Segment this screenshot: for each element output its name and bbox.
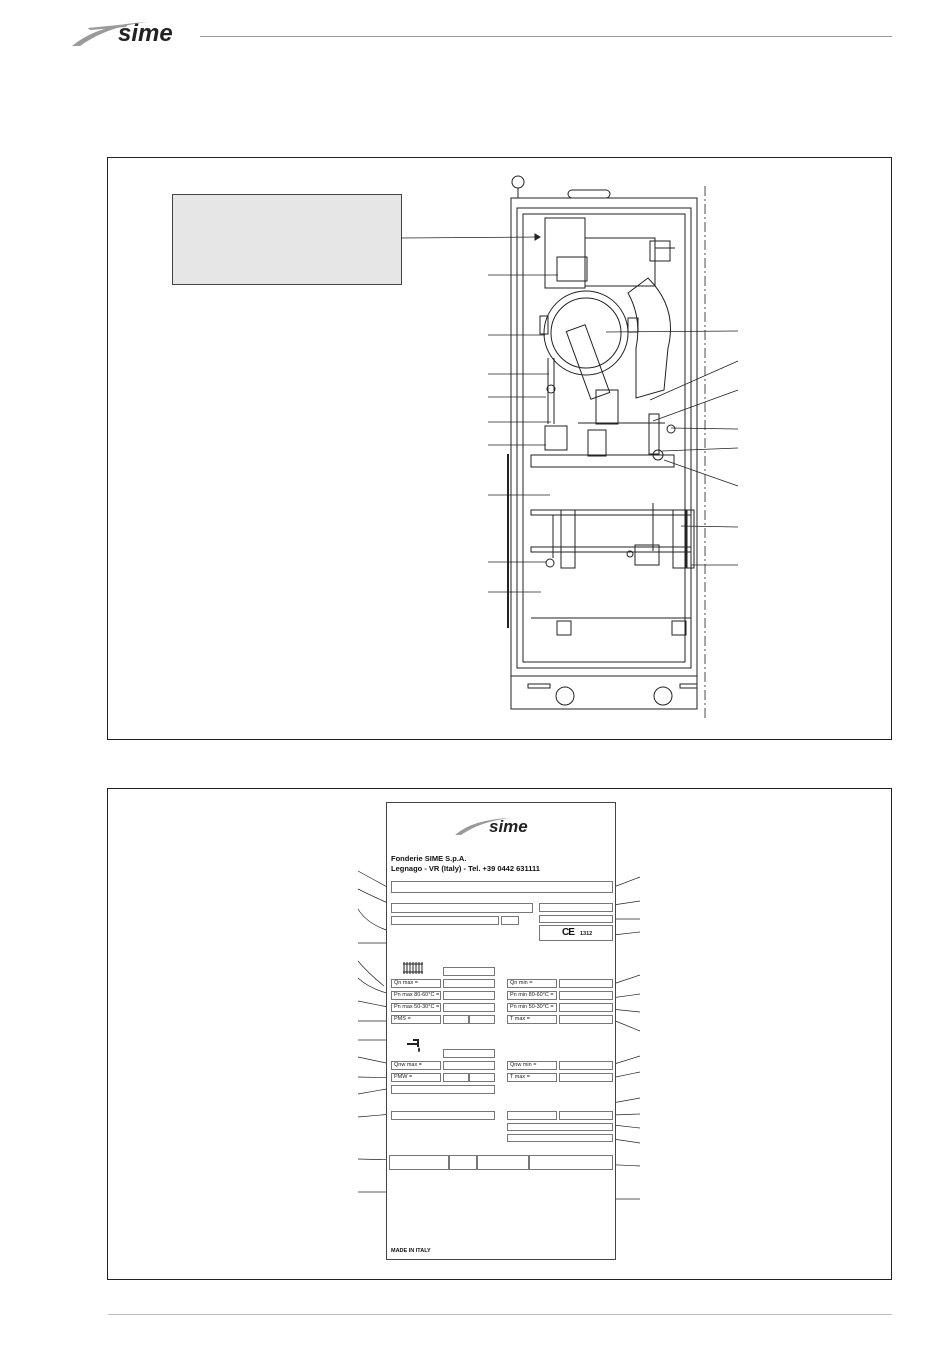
plate-address: Legnago - VR (Italy) - Tel. +39 0442 631111 [391,864,540,873]
field-heating-code [443,967,495,976]
label-t-max-dhw: T max = [507,1073,557,1082]
field-misc-4 [507,1134,613,1142]
field-bottom-2 [449,1155,477,1170]
field-serial [391,916,499,925]
field-year [501,916,519,925]
field-misc-3 [507,1123,613,1131]
plate-logo [453,811,553,837]
header-rule [200,36,892,37]
header-logo-text: sime [118,20,173,47]
label-pn-min-8060: Pn min 80-60°C = [507,991,557,1000]
field-category [539,903,613,912]
label-pn-min-5030: Pn min 50-30°C = [507,1003,557,1012]
label-pn-max-8060: Pn max 80-60°C = [391,991,441,1000]
value-qn-max [443,979,495,988]
value-pn-min-8060 [559,991,613,1000]
value-pmw-2 [469,1073,495,1082]
ce-mark: CE [562,927,574,938]
label-pms: PMS = [391,1015,441,1024]
field-bottom-1 [389,1155,449,1170]
plate-company: Fonderie SIME S.p.A. [391,854,467,863]
field-misc-1 [507,1111,557,1120]
value-pms-2 [469,1015,495,1024]
tap-icon [405,1039,423,1053]
label-qn-min: Qn min = [507,979,557,988]
value-qnw-min [559,1061,613,1070]
value-pn-min-5030 [559,1003,613,1012]
field-misc-2 [559,1111,613,1120]
label-qnw-max: Qnw max = [391,1061,441,1070]
radiator-icon [403,961,423,975]
value-t-max-heating [559,1015,613,1024]
field-gas-type [539,915,613,923]
made-in-italy: MADE IN ITALY [391,1248,431,1254]
lifting-eye [512,176,524,188]
figure-boiler-components [107,157,892,740]
boiler-drawing [108,158,891,739]
field-electrical [391,1111,495,1120]
field-model [391,881,613,893]
label-qnw-min: Qnw min = [507,1061,557,1070]
label-t-max-heating: T max = [507,1015,557,1024]
field-ce [539,925,613,941]
value-t-max-dhw [559,1073,613,1082]
plate-logo-text: sime [489,817,528,836]
figure-data-plate [107,788,892,1280]
field-bottom-3 [477,1155,529,1170]
sime-logo [68,10,208,50]
value-pms [443,1015,469,1024]
field-bottom-4 [529,1155,613,1170]
value-pn-max-8060 [443,991,495,1000]
ce-number: 1312 [580,931,593,937]
value-qn-min [559,979,613,988]
field-dhw-code [443,1049,495,1058]
field-type [391,903,533,913]
footer-rule [108,1314,892,1315]
label-pmw: PMW = [391,1073,441,1082]
field-dhw-extra [391,1085,495,1094]
label-qn-max: Qn max = [391,979,441,988]
data-plate [386,802,616,1260]
value-qnw-max [443,1061,495,1070]
right-callouts [606,331,738,565]
value-pmw [443,1073,469,1082]
label-pn-max-5030: Pn max 50-30°C = [391,1003,441,1012]
value-pn-max-5030 [443,1003,495,1012]
